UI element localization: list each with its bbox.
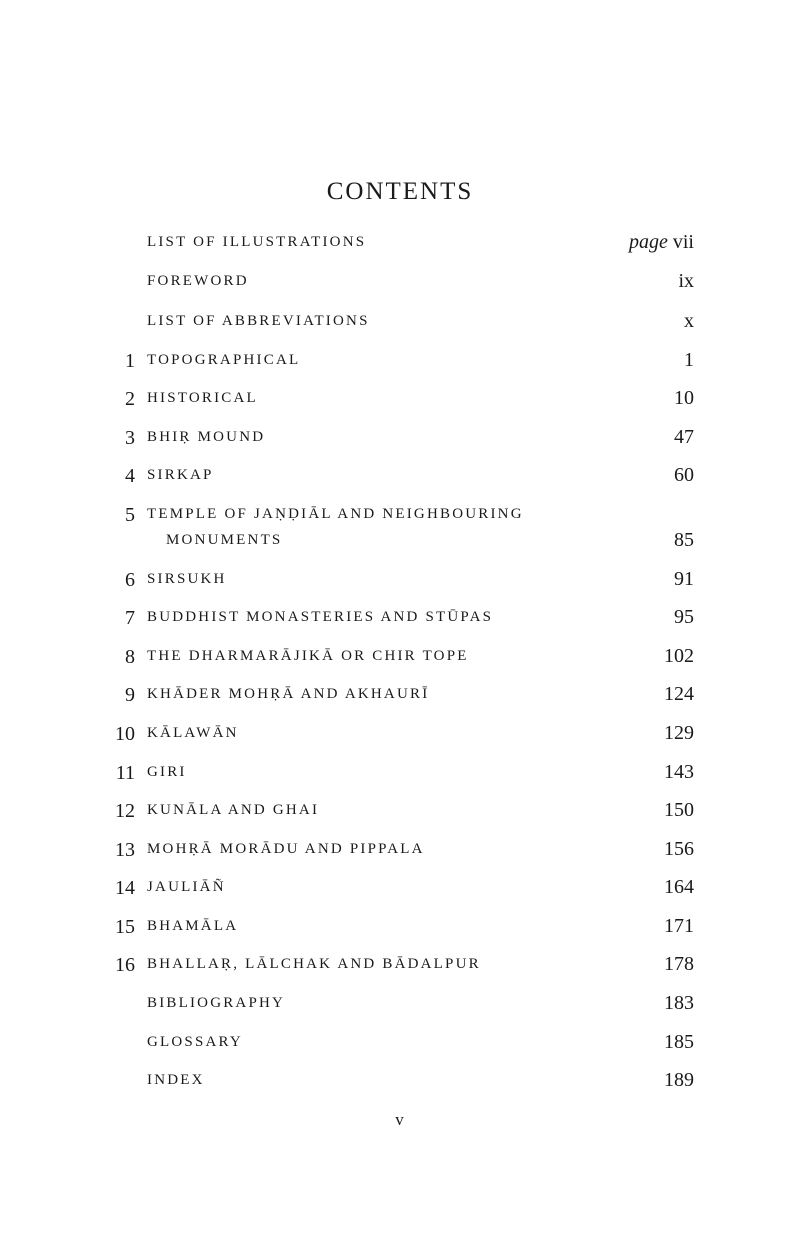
toc-entry-page: ix: [678, 270, 694, 292]
toc-entry-page: 164: [664, 876, 694, 898]
toc-entry: [0, 798, 800, 826]
toc-entry-title: BHAMĀLA: [147, 918, 239, 934]
toc-entry-title: LIST OF ABBREVIATIONS: [147, 313, 370, 329]
toc-entry: [0, 567, 800, 595]
toc-entry: [0, 386, 800, 414]
toc-entry-title: BIBLIOGRAPHY: [147, 995, 286, 1011]
page-number: v: [395, 1110, 405, 1129]
toc-entry-page: page vii: [628, 231, 694, 253]
toc-entry-number: 12: [115, 800, 135, 822]
toc-entry: [0, 502, 800, 551]
toc-entry-title: GIRI: [147, 764, 187, 780]
toc-entry-page: 47: [674, 426, 694, 448]
toc-entry-title: SIRKAP: [147, 467, 214, 483]
toc-entry-page: 129: [664, 722, 694, 744]
toc-entry: [0, 837, 800, 865]
toc-entry-page: 124: [664, 683, 694, 705]
toc-entry-title: SIRSUKH: [147, 571, 227, 587]
toc-entry-page: 85: [674, 529, 694, 551]
toc-entry-number: 13: [115, 839, 135, 861]
toc-entry-number: 5: [125, 504, 135, 526]
toc-entry: [0, 230, 800, 258]
toc-entry: [0, 269, 800, 297]
toc-entry-number: 4: [125, 465, 135, 487]
toc-entry: [0, 952, 800, 980]
toc-entry-page: 95: [674, 606, 694, 628]
toc-entry-title: LIST OF ILLUSTRATIONS: [147, 234, 367, 250]
toc-entry-page: 1: [684, 349, 694, 371]
toc-entry-title: GLOSSARY: [147, 1034, 243, 1050]
toc-entry: [0, 721, 800, 749]
toc-entry-page: 185: [664, 1031, 694, 1053]
toc-entry-page: 102: [664, 645, 694, 667]
toc-entry-title: BUDDHIST MONASTERIES AND STŪPAS: [147, 609, 494, 625]
toc-entry-title-continued: MONUMENTS: [166, 532, 283, 548]
toc-entry: [0, 914, 800, 942]
toc-entry-title: TEMPLE OF JAṆḌIĀL AND NEIGHBOURING: [147, 506, 524, 522]
toc-entry: [0, 991, 800, 1019]
toc-entry-title: FOREWORD: [147, 273, 249, 289]
toc-entry: [0, 463, 800, 491]
toc-entry: [0, 1068, 800, 1096]
toc-entry-title: INDEX: [147, 1072, 205, 1088]
toc-entry: [0, 644, 800, 672]
toc-entry-page: 150: [664, 799, 694, 821]
toc-entry-page: 183: [664, 992, 694, 1014]
toc-entry: [0, 605, 800, 633]
toc-entry-number: 2: [125, 388, 135, 410]
toc-entry-title: MOHṚĀ MORĀDU AND PIPPALA: [147, 841, 425, 857]
toc-entry: [0, 1030, 800, 1058]
toc-entry-title: THE DHARMARĀJIKĀ OR CHIR TOPE: [147, 648, 469, 664]
toc-entry-page: 60: [674, 464, 694, 486]
page-prefix: page: [628, 231, 668, 253]
toc-entry-number: 14: [115, 877, 135, 899]
toc-entry: [0, 875, 800, 903]
toc-entry-number: 6: [125, 569, 135, 591]
toc-entry-title: KUNĀLA AND GHAI: [147, 802, 320, 818]
toc-entry-number: 8: [125, 646, 135, 668]
toc-entry-title: KĀLAWĀN: [147, 725, 239, 741]
toc-entry-page: 189: [664, 1069, 694, 1091]
toc-entry: [0, 309, 800, 337]
toc-entry-page: 143: [664, 761, 694, 783]
toc-entry-title: TOPOGRAPHICAL: [147, 352, 301, 368]
toc-entry-page: x: [684, 310, 694, 332]
toc-entry-title: JAULIĀÑ: [147, 879, 226, 895]
toc-entry-page: 178: [664, 953, 694, 975]
toc-entry: [0, 348, 800, 376]
toc-entry-number: 1: [125, 350, 135, 372]
toc-entry-page: 156: [664, 838, 694, 860]
toc-entry-number: 15: [115, 916, 135, 938]
toc-entry: [0, 682, 800, 710]
toc-entry-number: 9: [125, 684, 135, 706]
toc-entry-number: 7: [125, 607, 135, 629]
toc-entry-number: 3: [125, 427, 135, 449]
toc-entry-number: 11: [115, 762, 135, 784]
page-title: CONTENTS: [326, 178, 474, 205]
toc-entry: [0, 425, 800, 453]
toc-entry-number: 16: [115, 954, 135, 976]
toc-entry: [0, 760, 800, 788]
toc-entry-number: 10: [115, 723, 135, 745]
toc-entry-title: KHĀDER MOHṚĀ AND AKHAURĪ: [147, 686, 430, 702]
toc-entry-page: 10: [674, 387, 694, 409]
toc-entry-title: HISTORICAL: [147, 390, 258, 406]
toc-entry-page: 91: [674, 568, 694, 590]
toc-entry-title: BHALLAṚ, LĀLCHAK AND BĀDALPUR: [147, 956, 481, 972]
toc-entry-title: BHIṚ MOUND: [147, 429, 266, 445]
toc-entry-page: 171: [664, 915, 694, 937]
